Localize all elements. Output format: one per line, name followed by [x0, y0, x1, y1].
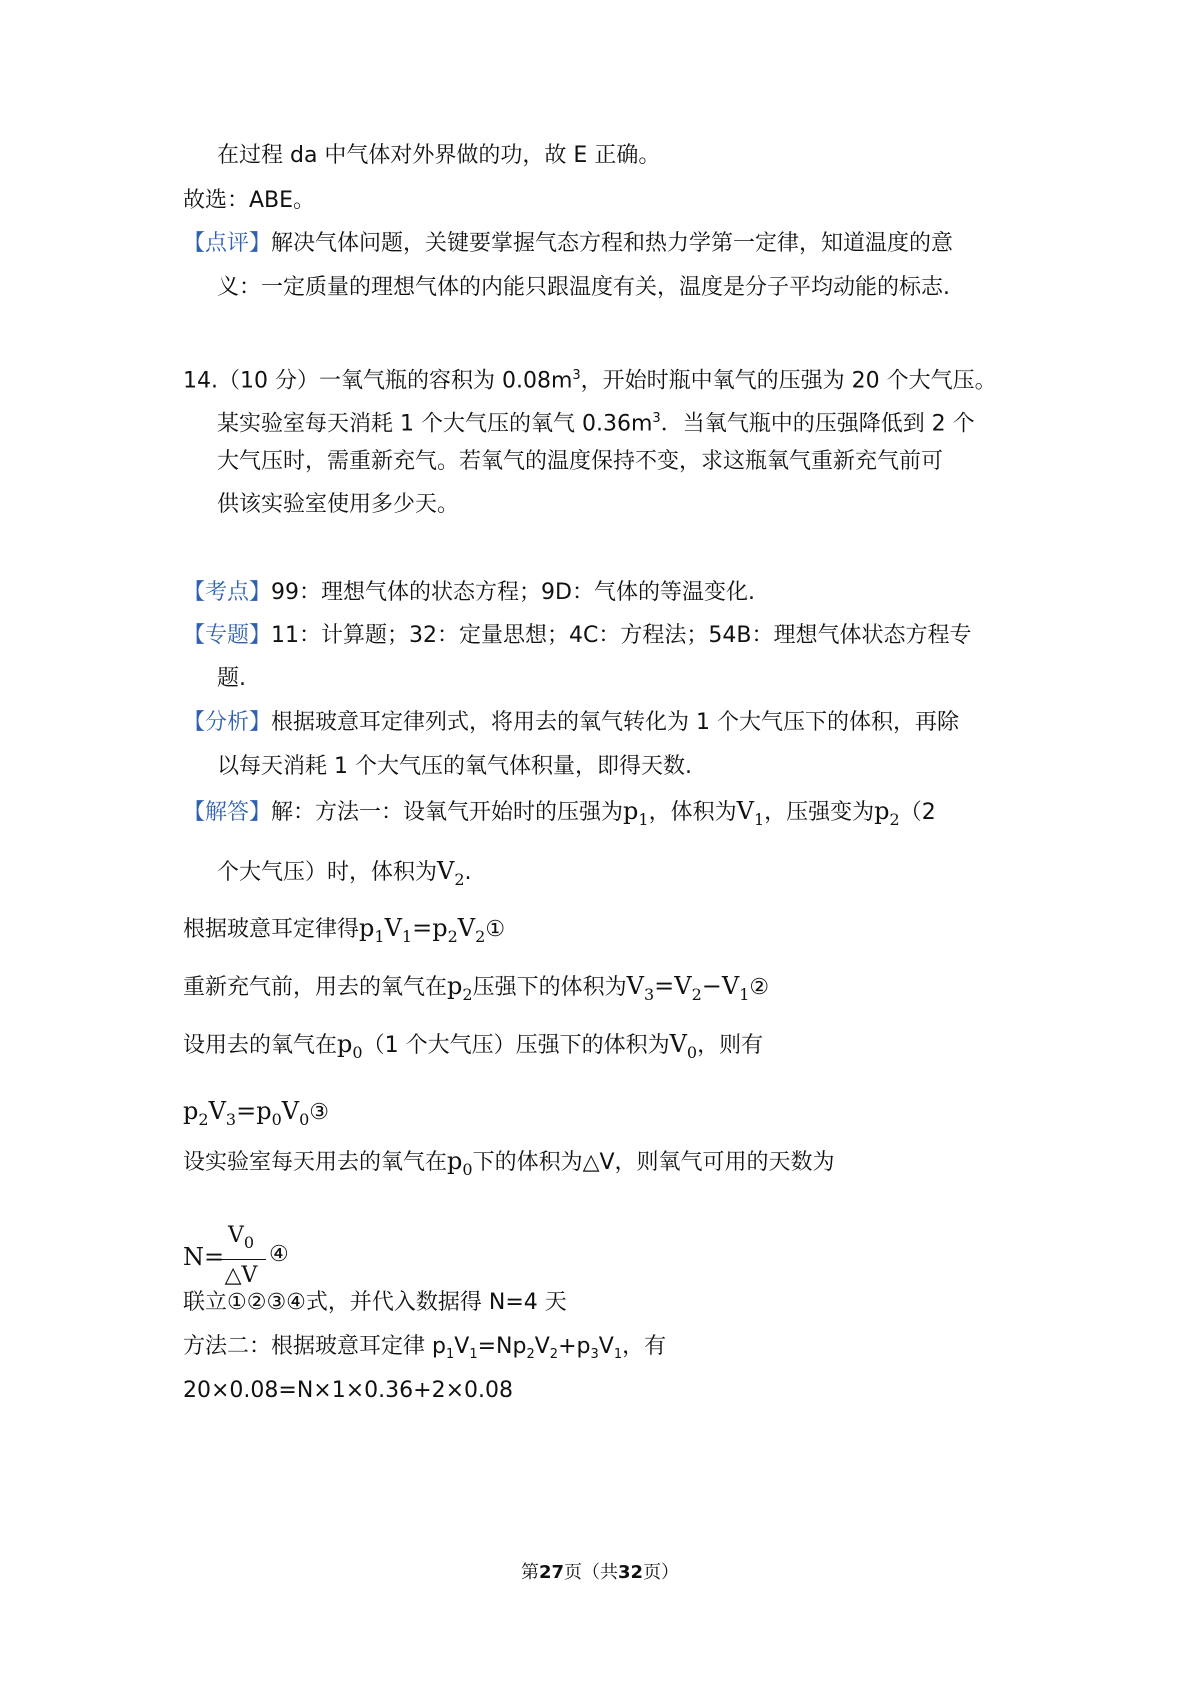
question-line-2b: ．当氧气瓶中的压强降低到 2 个 — [660, 411, 975, 437]
math-v1: $V_1$ — [736, 797, 765, 829]
kaodian-text: 99：理想气体的状态方程；9D：气体的等温变化. — [271, 580, 755, 605]
circle-2: ② — [749, 975, 770, 1000]
calc-line: 20×0.08=N×1×0.36+2×0.08 — [183, 1378, 513, 1403]
math-v2: $V_2$ — [437, 857, 465, 889]
boyle-text: 根据玻意耳定律得 — [183, 917, 360, 942]
comment-line-1 — [183, 229, 953, 259]
jieda-line-1 — [183, 796, 936, 835]
daily-text-b: 下的体积为△V，则氧气可用的天数为 — [472, 1150, 835, 1175]
jieda-text-1c: ，压强变为 — [764, 800, 875, 825]
kaodian-line — [183, 578, 755, 608]
footer-pre: 第 — [520, 1562, 539, 1583]
question-line-2 — [217, 404, 975, 439]
math-v0: $V_0$ — [669, 1030, 698, 1062]
math-p2: $p_2$ — [874, 797, 900, 829]
fraction-bar — [216, 1259, 266, 1260]
jieda-tag: 【解答】 — [183, 800, 272, 825]
footer-page-number: 27 — [538, 1562, 564, 1583]
zhuanti-tag: 【专题】 — [183, 623, 272, 648]
question-line-3: 大气压时，需重新充气。若氧气的温度保持不变，求这瓶氧气重新充气前可 — [217, 449, 944, 474]
jieda-text-1d: （2 — [899, 800, 936, 825]
boyle-line — [183, 913, 505, 952]
zhuanti-line-1 — [183, 621, 971, 651]
question-line-1a: 14.（10 分）一氧气瓶的容积为 0.08m — [183, 368, 573, 394]
eq-1: $p_1V_1=p_2V_2$ — [359, 914, 486, 946]
circle-1: ① — [485, 917, 506, 942]
question-line-4: 供该实验室使用多少天。 — [217, 492, 460, 517]
jieda-text-2b: . — [464, 860, 472, 885]
jieda-text-1a: 解：方法一：设氧气开始时的压强为 — [271, 800, 624, 825]
jieda-text-2a: 个大气压）时，体积为 — [217, 860, 438, 885]
eq-4-numerator: $V_0$ — [227, 1223, 255, 1252]
setp0-text: 设用去的氧气在 — [183, 1033, 338, 1058]
footer-total-pages: 32 — [618, 1562, 644, 1583]
math-p0: $p_0$ — [337, 1030, 363, 1062]
comment-tag: 【点评】 — [183, 231, 272, 256]
page-footer — [0, 1558, 1200, 1584]
refill-text-b: 压强下的体积为 — [472, 975, 627, 1000]
setp0-text-b: （1 个大气压）压强下的体积为 — [362, 1033, 670, 1058]
circle-3: ③ — [309, 1100, 330, 1125]
method2-end: ，有 — [622, 1334, 667, 1359]
kaodian-tag: 【考点】 — [183, 580, 272, 605]
refill-line — [183, 971, 769, 1010]
daily-line — [183, 1146, 835, 1185]
method2-line: 方法二：根据玻意耳定律 $p_1V_1=Np_2V_2+p_3V_1$，有 — [183, 1334, 667, 1362]
setp0-line — [183, 1029, 763, 1068]
refill-text: 重新充气前，用去的氧气在 — [183, 975, 448, 1000]
question-line-1-sup: 3 — [572, 368, 581, 383]
eq-4-fraction — [216, 1222, 266, 1290]
circle-4: ④ — [269, 1242, 289, 1267]
comment-line-2: 义：一定质量的理想气体的内能只跟温度有关，温度是分子平均动能的标志. — [217, 275, 950, 300]
footer-post: 页） — [643, 1562, 680, 1583]
eq-3: $p_2V_3=p_0V_0$ — [183, 1097, 310, 1129]
daily-text: 设实验室每天用去的氧气在 — [183, 1150, 448, 1175]
prev-line-1: 在过程 da 中气体对外界做的功，故 E 正确。 — [217, 143, 661, 168]
method2-text: 方法二：根据玻意耳定律 p — [183, 1334, 446, 1359]
eq-2: $V_3=V_2-V_1$ — [626, 972, 750, 1004]
math-p2b: $p_2$ — [447, 972, 473, 1004]
eq-4-lhs: N= — [183, 1243, 225, 1271]
comment-text-1: 解决气体问题，关键要掌握气态方程和热力学第一定律，知道温度的意 — [271, 231, 954, 256]
eq-3-line — [183, 1096, 329, 1135]
question-line-1b: ，开始时瓶中氧气的压强为 20 个大气压。 — [580, 368, 997, 394]
jieda-text-1b: ，体积为 — [648, 800, 737, 825]
jieda-line-2 — [217, 856, 472, 895]
zhuanti-line-2: 题. — [217, 666, 246, 691]
eq-4-denominator: △V — [224, 1263, 258, 1288]
zhuanti-text-1: 11：计算题；32：定量思想；4C：方程法；54B：理想气体状态方程专 — [271, 623, 972, 648]
fenxi-line-2: 以每天消耗 1 个大气压的氧气体积量，即得天数. — [217, 754, 692, 779]
fenxi-line-1 — [183, 708, 959, 738]
union-line: 联立①②③④式，并代入数据得 N=4 天 — [183, 1290, 567, 1315]
fenxi-text-1: 根据玻意耳定律列式，将用去的氧气转化为 1 个大气压下的体积，再除 — [271, 710, 960, 735]
question-line-2a: 某实验室每天消耗 1 个大气压的氧气 0.36m — [217, 411, 653, 437]
footer-mid: 页（共 — [564, 1562, 618, 1583]
fenxi-tag: 【分析】 — [183, 710, 272, 735]
math-p1: $p_1$ — [623, 797, 649, 829]
math-p0b: $p_0$ — [447, 1147, 473, 1179]
prev-answer: 故选：ABE。 — [183, 188, 316, 213]
setp0-text-c: ，则有 — [697, 1033, 764, 1058]
question-line-2-sup: 3 — [652, 411, 661, 426]
question-line-1 — [183, 361, 997, 396]
